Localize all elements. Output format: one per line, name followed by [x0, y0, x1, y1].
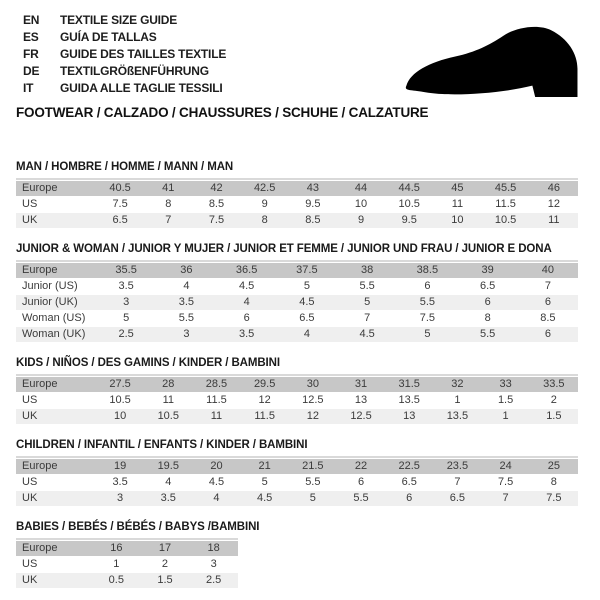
size-cell: 11.5	[495, 198, 516, 210]
row-label: Europe	[22, 460, 58, 472]
size-cell: 44	[354, 182, 368, 194]
size-cell: 31.5	[398, 378, 420, 390]
row-label: US	[22, 394, 38, 406]
language-title: TEXTILGRÖßENFÜHRUNG	[60, 63, 209, 78]
size-cell: 4.5	[208, 476, 225, 488]
size-cell: 13	[354, 394, 368, 406]
size-cell: 5.5	[178, 312, 195, 324]
language-code: ES	[23, 29, 39, 44]
size-cell: 1	[502, 410, 509, 422]
size-cell: 46	[547, 182, 560, 194]
table-row	[16, 541, 238, 556]
size-cell: 29.5	[253, 378, 276, 390]
size-cell: 40.5	[109, 182, 131, 194]
size-cell: 30	[306, 378, 319, 390]
size-cell: 6	[406, 492, 413, 504]
size-cell: 43	[306, 182, 319, 194]
language-code: IT	[23, 80, 34, 95]
size-cell: 4.5	[257, 492, 273, 504]
size-cell: 21	[258, 460, 271, 472]
language-row	[23, 62, 226, 79]
size-cell: 11	[548, 214, 560, 226]
size-cell: 35.5	[115, 264, 137, 276]
row-label: UK	[22, 410, 38, 422]
size-cell: 9	[261, 198, 268, 210]
table-row	[16, 197, 578, 212]
size-cell: 7.5	[208, 214, 225, 226]
size-cell: 8.5	[208, 198, 225, 210]
size-cell: 36	[180, 264, 193, 276]
size-cell: 28	[162, 378, 175, 390]
size-cell: 4	[183, 280, 190, 292]
size-cell: 22.5	[398, 460, 420, 472]
table-row	[16, 181, 578, 196]
category-heading: FOOTWEAR / CALZADO / CHAUSSURES / SCHUHE / CALZATURE	[16, 105, 429, 120]
size-cell: 33.5	[543, 378, 565, 390]
size-cell: 4	[243, 296, 250, 308]
row-label: US	[22, 558, 38, 570]
size-cell: 7.5	[546, 492, 562, 504]
row-label: Europe	[22, 182, 58, 194]
size-tables	[16, 161, 578, 589]
language-row	[23, 11, 226, 28]
size-cell: 5.5	[479, 328, 496, 340]
size-cell: 6	[424, 280, 431, 292]
size-table	[16, 260, 578, 343]
size-cell: 8	[484, 312, 491, 324]
size-cell: 5.5	[419, 296, 436, 308]
size-cell: 45	[451, 182, 464, 194]
size-cell: 4.5	[359, 328, 375, 340]
row-label: Junior (UK)	[22, 296, 78, 308]
row-label: Woman (UK)	[22, 328, 86, 340]
size-cell: 36.5	[235, 264, 258, 276]
size-cell: 7	[165, 214, 172, 226]
size-cell: 4.5	[299, 296, 315, 308]
size-cell: 19	[113, 460, 127, 472]
size-cell: 3	[117, 492, 124, 504]
table-row	[16, 393, 578, 408]
row-label: UK	[22, 574, 38, 586]
size-cell: 0.5	[108, 574, 124, 586]
size-cell: 16	[110, 542, 123, 554]
language-row	[23, 45, 226, 62]
size-table	[16, 374, 578, 425]
size-cell: 31	[354, 378, 368, 390]
size-cell: 18	[207, 542, 220, 554]
language-code: FR	[23, 46, 39, 61]
size-cell: 39	[481, 264, 494, 276]
size-table-section	[16, 439, 578, 507]
table-row	[16, 263, 578, 278]
size-cell: 3	[123, 296, 130, 308]
size-cell: 9	[357, 214, 365, 226]
size-cell: 6.5	[401, 476, 417, 488]
table-row	[16, 409, 578, 424]
row-label: Woman (US)	[22, 312, 86, 324]
size-cell: 6.5	[112, 214, 128, 226]
size-cell: 20	[210, 460, 223, 472]
size-cell: 3	[210, 558, 217, 570]
size-cell: 12	[258, 394, 271, 406]
size-cell: 4	[213, 492, 220, 504]
size-cell: 5.5	[353, 492, 369, 504]
size-table-section	[16, 243, 578, 343]
size-cell: 6.5	[479, 280, 496, 292]
size-cell: 3.5	[118, 280, 134, 292]
size-cell: 12.5	[302, 394, 324, 406]
table-row	[16, 311, 578, 326]
language-row	[23, 28, 226, 45]
size-table-section	[16, 357, 578, 425]
size-cell: 3.5	[160, 492, 176, 504]
size-cell: 8	[261, 214, 268, 226]
size-cell: 1.5	[546, 410, 562, 422]
size-cell: 42.5	[253, 182, 276, 194]
size-cell: 11.5	[206, 394, 227, 406]
language-title: GUIDA ALLE TAGLIE TESSILI	[60, 80, 223, 95]
size-cell: 11	[451, 198, 464, 210]
size-cell: 6.5	[449, 492, 466, 504]
size-cell: 10.5	[494, 214, 517, 226]
size-cell: 41	[162, 182, 175, 194]
size-cell: 3.5	[178, 296, 195, 308]
size-cell: 10.5	[157, 410, 179, 422]
size-cell: 12.5	[350, 410, 372, 422]
size-cell: 2	[550, 394, 557, 406]
size-cell: 1.5	[497, 394, 514, 406]
table-row	[16, 557, 238, 572]
language-title: TEXTILE SIZE GUIDE	[60, 12, 178, 27]
size-cell: 6.5	[299, 312, 315, 324]
size-cell: 10	[113, 410, 127, 422]
table-row	[16, 279, 578, 294]
row-label: Europe	[22, 264, 58, 276]
size-cell: 5	[123, 312, 130, 324]
shoe-icon	[397, 18, 585, 112]
shoe-silhouette	[406, 27, 578, 97]
table-title: JUNIOR & WOMAN / JUNIOR Y MUJER / JUNIOR ET FEMME / JUNIOR UND FRAU / JUNIOR E DONA	[16, 243, 552, 255]
size-cell: 44.5	[398, 182, 420, 194]
table-row	[16, 491, 578, 506]
size-cell: 27.5	[109, 378, 131, 390]
language-row	[23, 79, 226, 96]
size-cell: 10	[354, 198, 368, 210]
table-title: KIDS / NIÑOS / DES GAMINS / KINDER / BAMBINI	[16, 357, 280, 369]
size-cell: 10.5	[398, 198, 420, 210]
size-cell: 25	[547, 460, 560, 472]
size-cell: 45.5	[494, 182, 517, 194]
size-cell: 7	[544, 280, 551, 292]
table-title: BABIES / BEBÉS / BÉBÉS / BABYS /BAMBINI	[16, 521, 260, 533]
table-row	[16, 327, 578, 342]
table-row	[16, 213, 578, 228]
table-title: MAN / HOMBRE / HOMME / MANN / MAN	[16, 161, 234, 173]
size-cell: 7.5	[419, 312, 436, 324]
size-cell: 17	[158, 542, 172, 554]
size-cell: 10.5	[109, 394, 131, 406]
size-cell: 5.5	[359, 280, 375, 292]
size-table	[16, 456, 578, 507]
size-cell: 23.5	[446, 460, 469, 472]
size-cell: 40	[541, 264, 554, 276]
size-cell: 1.5	[157, 574, 173, 586]
size-cell: 7.5	[497, 476, 514, 488]
size-cell: 1	[113, 558, 120, 570]
size-cell: 9.5	[305, 198, 321, 210]
size-table-section	[16, 521, 578, 589]
size-cell: 3.5	[112, 476, 128, 488]
size-table	[16, 538, 238, 589]
size-cell: 8.5	[305, 214, 321, 226]
size-cell: 7	[502, 492, 509, 504]
size-cell: 24	[499, 460, 512, 472]
size-cell: 5	[303, 280, 310, 292]
size-cell: 6	[243, 312, 250, 324]
size-cell: 6	[544, 328, 551, 340]
size-cell: 4	[303, 328, 310, 340]
size-cell: 5	[261, 476, 268, 488]
language-title: GUÍA DE TALLAS	[60, 29, 157, 44]
row-label: US	[22, 476, 38, 488]
size-cell: 32	[451, 378, 464, 390]
size-cell: 3.5	[238, 328, 255, 340]
size-cell: 5.5	[305, 476, 321, 488]
size-cell: 33	[499, 378, 512, 390]
size-cell: 8	[165, 198, 172, 210]
row-label: Junior (US)	[22, 280, 78, 292]
language-list	[23, 11, 226, 96]
size-cell: 4.5	[238, 280, 255, 292]
size-cell: 22	[354, 460, 368, 472]
size-cell: 6	[484, 296, 491, 308]
size-cell: 10	[451, 214, 464, 226]
table-row	[16, 377, 578, 392]
size-cell: 37.5	[296, 264, 318, 276]
size-cell: 7	[364, 312, 371, 324]
size-cell: 8.5	[540, 312, 556, 324]
size-cell: 6	[357, 476, 365, 488]
size-cell: 38	[361, 264, 374, 276]
table-row	[16, 459, 578, 474]
size-cell: 28.5	[205, 378, 228, 390]
size-cell: 9.5	[401, 214, 417, 226]
size-cell: 2.5	[206, 574, 222, 586]
size-cell: 5	[364, 296, 371, 308]
row-label: UK	[22, 214, 38, 226]
size-cell: 2.5	[118, 328, 134, 340]
size-table-section	[16, 161, 578, 229]
language-code: DE	[23, 63, 40, 78]
size-cell: 19.5	[157, 460, 179, 472]
row-label: Europe	[22, 378, 58, 390]
size-cell: 2	[161, 558, 169, 570]
table-row	[16, 475, 578, 490]
size-cell: 5	[424, 328, 431, 340]
size-cell: 13.5	[398, 394, 420, 406]
size-cell: 38.5	[416, 264, 439, 276]
size-cell: 12	[306, 410, 319, 422]
table-row	[16, 295, 578, 310]
size-cell: 11	[162, 394, 174, 406]
size-cell: 11	[210, 410, 223, 422]
row-label: US	[22, 198, 38, 210]
language-title: GUIDE DES TAILLES TEXTILE	[60, 46, 227, 61]
size-cell: 42	[210, 182, 223, 194]
size-table	[16, 178, 578, 229]
size-cell: 1	[454, 394, 461, 406]
size-cell: 5	[309, 492, 316, 504]
row-label: UK	[22, 492, 38, 504]
size-cell: 7	[454, 476, 461, 488]
language-code: EN	[23, 12, 40, 27]
size-cell: 8	[550, 476, 557, 488]
size-cell: 11.5	[254, 410, 275, 422]
table-row	[16, 573, 238, 588]
row-label: Europe	[22, 542, 58, 554]
size-cell: 13.5	[446, 410, 469, 422]
size-cell: 4	[165, 476, 172, 488]
size-cell: 13	[403, 410, 416, 422]
table-title: CHILDREN / INFANTIL / ENFANTS / KINDER / BAMBINI	[16, 439, 308, 451]
size-cell: 12	[547, 198, 560, 210]
size-cell: 6	[544, 296, 551, 308]
size-cell: 21.5	[302, 460, 324, 472]
size-cell: 7.5	[112, 198, 128, 210]
size-cell: 3	[183, 328, 190, 340]
